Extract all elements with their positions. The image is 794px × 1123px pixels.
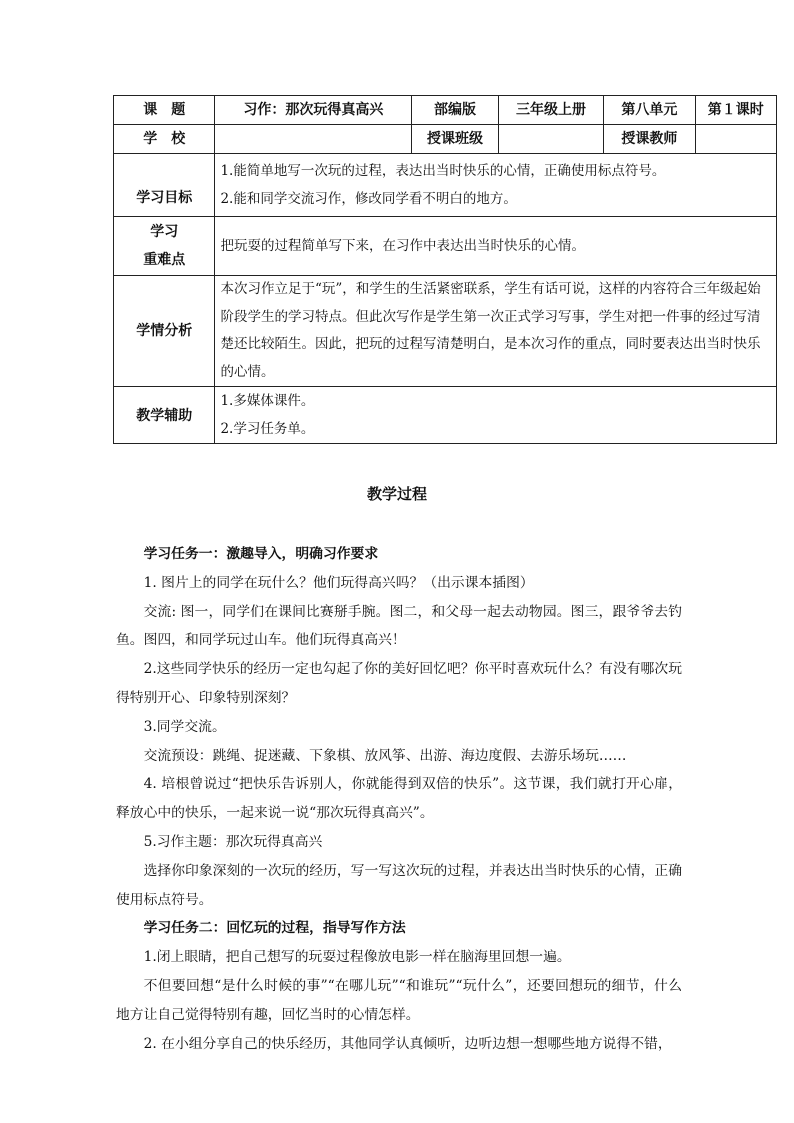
aids-content — [215, 387, 777, 444]
key-points-label-line2: 重难点 — [143, 252, 186, 268]
paragraph: 不但要回想“是什么时候的事”“在哪儿玩”“和谁玩”“玩什么”，还要回想玩的细节，什么地方让自己觉得特别有趣，回忆当时的心情怎样。 — [116, 977, 682, 1023]
class-value — [498, 125, 603, 154]
paragraph: 选择你印象深刻的一次玩的经历，写一写这次玩的过程，并表达出当时快乐的心情，正确使用标点符号。 — [116, 862, 682, 908]
edition-cell: 部编版 — [412, 96, 498, 125]
grade-cell: 三年级上册 — [498, 96, 603, 125]
teacher-label: 授课教师 — [604, 125, 695, 154]
teaching-process-body — [116, 540, 682, 1058]
section-title: 教学过程 — [366, 485, 427, 503]
paragraph: 5.习作主题：那次玩得真高兴 — [143, 833, 323, 850]
paragraph: 交流: 图一，同学们在课间比赛掰手腕。图二，和父母一起去动物园。图三，跟爷爷去钓鱼。图四，和同学玩过山车。他们玩得真高兴！ — [116, 603, 682, 649]
paragraph: 3.同学交流。 — [143, 718, 226, 735]
table-row-key-points — [114, 217, 777, 276]
topic-label: 课 题 — [114, 96, 215, 125]
school-value — [215, 125, 412, 154]
paragraph: 2.这些同学快乐的经历一定也勾起了你的美好回忆吧？你平时喜欢玩什么？有没有哪次玩得特别开心、印象特别深刻？ — [116, 661, 682, 706]
paragraph: 交流预设：跳绳、捉迷藏、下象棋、放风筝、出游、海边度假、去游乐场玩…… — [143, 747, 627, 764]
analysis-label: 学情分析 — [114, 276, 215, 387]
lesson-cell: 第１课时 — [695, 96, 776, 125]
table-row-analysis — [114, 276, 777, 387]
aids-label: 教学辅助 — [114, 387, 215, 444]
unit-cell: 第八单元 — [604, 96, 695, 125]
table-row-aids — [114, 387, 777, 444]
goals-label: 学习目标 — [114, 154, 215, 217]
lesson-info-table — [113, 95, 777, 444]
paragraph: 4. 培根曾说过“把快乐告诉别人，你就能得到双倍的快乐”。这节课，我们就打开心扉，释放心中的快乐，一起来说一说“那次玩得真高兴”。 — [116, 776, 682, 822]
table-row-goals — [114, 154, 777, 217]
analysis-content: 本次习作立足于“玩”，和学生的生活紧密联系，学生有话可说，这样的内容符合三年级起始阶段学生的学习特点。但此次写作是学生第一次正式学习写事，学生对把一件事的经过写清楚还比较陌生。因此，把玩的过程写清楚明白，是本次习作的重点，同时要表达出当时快乐的心情。 — [215, 276, 777, 387]
key-points-label-line1: 学习 — [150, 224, 179, 240]
school-label: 学 校 — [114, 125, 215, 154]
paragraph: 1. 图片上的同学在玩什么？他们玩得高兴吗？（出示课本插图） — [143, 574, 534, 591]
goal-item: 1.能简单地写一次玩的过程，表达出当时快乐的心情，正确使用标点符号。 — [220, 163, 666, 179]
paragraph: 1.闭上眼睛，把自己想写的玩耍过程像放电影一样在脑海里回想一遍。 — [143, 949, 571, 966]
table-row-topic — [114, 96, 777, 125]
key-points-content: 把玩耍的过程简单写下来，在习作中表达出当时快乐的心情。 — [215, 217, 777, 276]
task-heading: 学习任务二：回忆玩的过程，指导写作方法 — [143, 920, 406, 937]
task-heading: 学习任务一：激趣导入，明确习作要求 — [143, 546, 379, 562]
table-row-school — [114, 125, 777, 154]
topic-value: 习作：那次玩得真高兴 — [215, 96, 412, 125]
class-label: 授课班级 — [412, 125, 498, 154]
goal-item: 2.能和同学交流习作，修改同学看不明白的地方。 — [220, 191, 517, 207]
teacher-value — [695, 125, 776, 154]
aid-item: 2.学习任务单。 — [220, 421, 315, 437]
paragraph: 2. 在小组分享自己的快乐经历，其他同学认真倾听，边听边想一想哪些地方说得不错， — [143, 1035, 672, 1052]
key-points-label — [114, 217, 215, 276]
goals-content — [215, 154, 777, 217]
aid-item: 1.多媒体课件。 — [220, 393, 315, 409]
